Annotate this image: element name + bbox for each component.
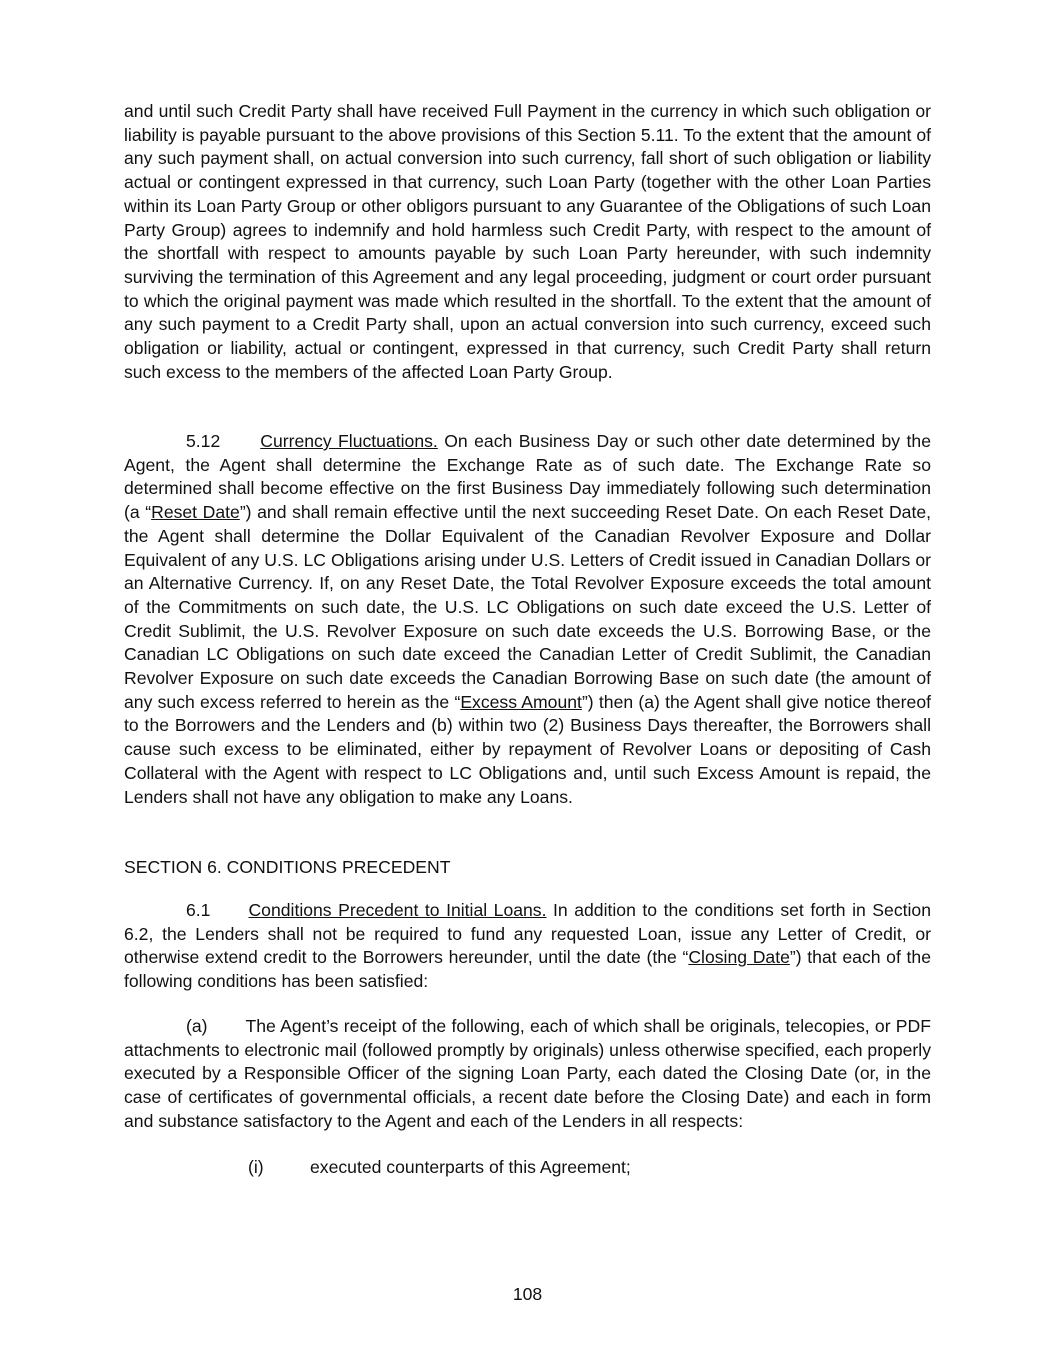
item-i-row: [248, 1155, 631, 1179]
section-5-12-text-2: ”) and shall remain effective until the next succeeding Reset Date. On each Reset Date, the Agent shall determine the Dollar Equivalent of the Canadian Revolver Exposure and Dollar Equivalent of any U.S. LC Obligations arising under U.S. Letters of Credit issued in Canadian Dollars or an Alternative Currency. If, on any Reset Date, the Total Revolver Exposure exceeds the total amount of the Commitments on such date, the U.S. LC Obligations on such date exceed the U.S. Letter of Credit Sublimit, the U.S. Revolver Exposure on such date exceeds the U.S. Borrowing Base, or the Canadian LC Obligations on such date exceed the Canadian Letter of Credit Sublimit, the Canadian Revolver Exposure on such date exceeds the Canadian Borrowing Base on such date (the amount of any such excess referred to herein as the “: [124, 502, 932, 712]
paragraph-continuation-text: and until such Credit Party shall have received Full Payment in the currency in which such obligation or liability is payable pursuant to the above provisions of this Section 5.11. To the extent that the amount of any such payment shall, on actual conversion into such currency, fall short of such obligation or liability actual or contingent expressed in that currency, such Loan Party (together with the other Loan Parties within its Loan Party Group or other obligors pursuant to any Guarantee of the Obligations of such Loan Party Group) agrees to indemnify and hold harmless such Credit Party, with respect to the amount of the shortfall with respect to amounts payable by such Loan Party hereunder, with such indemnity surviving the termination of this Agreement and any legal proceeding, judgment or court order pursuant to which the original payment was made which resulted in the shortfall. To the extent that the amount of any such payment to a Credit Party shall, upon an actual conversion into such currency, exceed such obligation or liability, actual or contingent, expressed in that currency, such Credit Party shall return such excess to the members of the affected Loan Party Group.: [124, 101, 931, 382]
clause-a-marker: (a): [186, 1016, 208, 1036]
section-6-1-number: 6.1: [186, 900, 211, 920]
page-number: 108: [512, 1284, 543, 1304]
clause-a-text: The Agent’s receipt of the following, each of which shall be originals, telecopies, or PDF attachments to electronic mail (followed promptly by originals) unless otherwise specified, each properly executed by a Responsible Officer of the signing Loan Party, each dated the Closing Date (or, in the case of certificates of governmental officials, a recent date before the Closing Date) and each in form and substance satisfactory to the Agent and each of the Lenders in all respects:: [124, 1016, 931, 1131]
section-5-12-text-1: On each Business Day or such other date determined by the Agent, the Agent shall determine the Exchange Rate as of such date. The Exchange Rate so determined shall become effective on the first Business Day immediately following such determination (a “: [124, 431, 931, 523]
closing-date-term: Closing Date: [688, 947, 790, 968]
section-6-1-title: Conditions Precedent to Initial Loans.: [248, 900, 547, 920]
section-5-12-title: Currency Fluctuations.: [260, 431, 438, 451]
section-6-1-text-1: In addition to the conditions set forth in Section 6.2, the Lenders shall not be required to fund any requested Loan, issue any Letter of Credit, or otherwise extend credit to the Borrowers hereunder, until the date (the “: [124, 900, 931, 968]
clause-a-paragraph: [124, 1015, 931, 1134]
paragraph-continuation: [124, 100, 931, 384]
section-5-12-paragraph: [124, 430, 931, 809]
item-i-marker: (i): [248, 1157, 264, 1177]
excess-amount-term: Excess Amount: [460, 691, 582, 712]
section-6-1-text-2: ”) that each of the following conditions has been satisfied:: [124, 947, 931, 992]
section-5-12-number: 5.12: [186, 431, 221, 451]
section-6-heading: SECTION 6. CONDITIONS PRECEDENT: [124, 857, 451, 877]
reset-date-term: Reset Date: [151, 502, 240, 523]
section-5-12-text-3: ”) then (a) the Agent shall give notice thereof to the Borrowers and the Lenders and (b) within two (2) Business Days thereafter, the Borrowers shall cause such excess to be eliminated, either by repayment of Revolver Loans or depositing of Cash Collateral with the Agent with respect to LC Obligations and, until such Excess Amount is repaid, the Lenders shall not have any obligation to make any Loans.: [124, 691, 931, 807]
section-6-1-paragraph: [124, 899, 931, 994]
item-i-text: executed counterparts of this Agreement;: [310, 1157, 631, 1177]
